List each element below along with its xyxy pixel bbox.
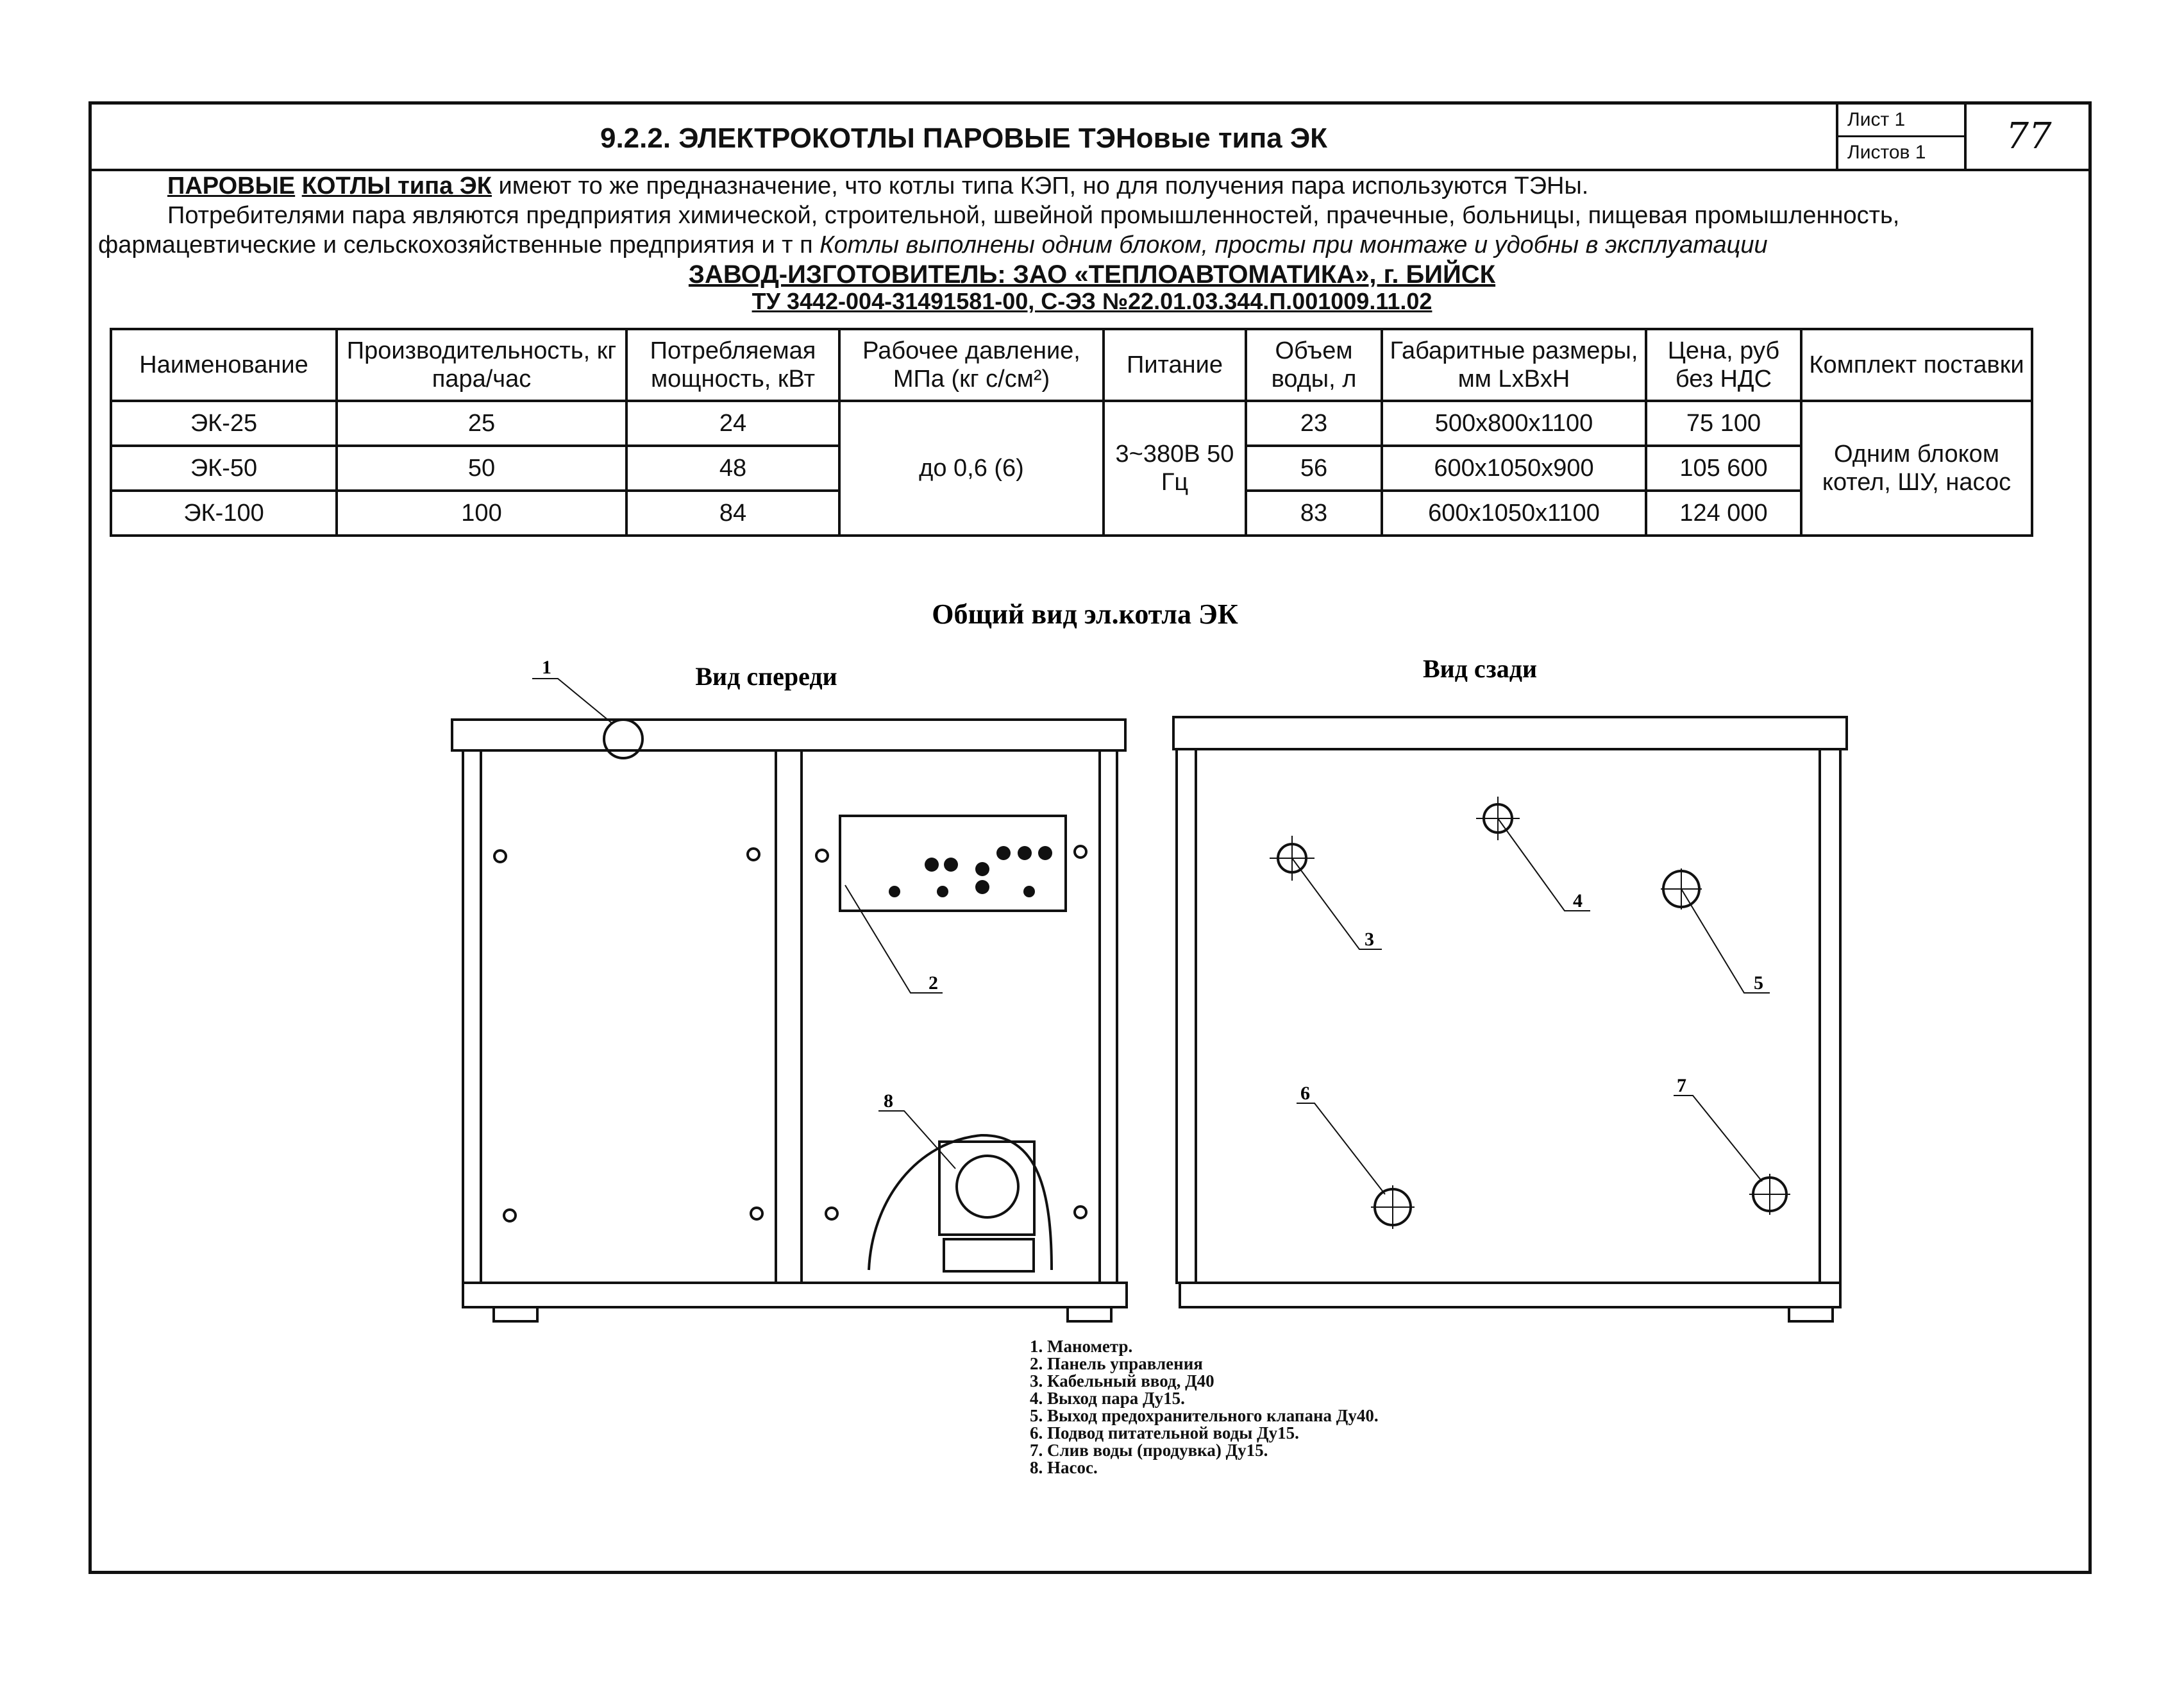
callout-3: 3 [1365, 929, 1374, 950]
cell-volume: 83 [1246, 491, 1382, 536]
intro-text [98, 171, 2086, 314]
callout-8: 8 [884, 1090, 893, 1112]
page-title: 9.2.2. ЭЛЕКТРОКОТЛЫ ПАРОВЫЕ ТЭНовые типа ЭК [600, 123, 1327, 154]
intro-bold-a: ПАРОВЫЕ [167, 173, 296, 199]
legend [1030, 1338, 1379, 1477]
cell-volume: 23 [1246, 401, 1382, 446]
cell-capacity: 50 [337, 446, 626, 491]
col-header: Производительность, кг пара/час [337, 329, 626, 401]
manufacturer: ЗАВОД-ИЗГОТОВИТЕЛЬ: ЗАО «ТЕПЛОАВТОМАТИКА», г. БИЙСК [688, 260, 1496, 289]
callout-2: 2 [928, 972, 938, 994]
intro-line2: Потребителями пара являются предприятия химической, строительной, швейной промышленностей, прачечные, больницы, пищевая промышленность, [167, 202, 1900, 229]
cell-name: ЭК-100 [111, 491, 337, 536]
col-header: Габаритные размеры, мм LxВxН [1382, 329, 1646, 401]
col-header: Комплект поставки [1801, 329, 2032, 401]
cell-pressure: до 0,6 (6) [839, 401, 1104, 536]
intro-line3-italic: Котлы выполнены одним блоком, просты при монтаже и удобны в эксплуатации [819, 232, 1768, 258]
col-header: Цена, руб без НДС [1646, 329, 1801, 401]
cell-name: ЭК-50 [111, 446, 337, 491]
sheets-label: Листов 1 [1838, 135, 1967, 168]
callout-5: 5 [1754, 972, 1763, 994]
callout-1: 1 [542, 657, 551, 678]
intro-line1: имеют то же предназначение, что котлы типа КЭП, но для получения пара используются ТЭНы. [492, 173, 1589, 199]
front-view-label: Вид спереди [695, 662, 837, 691]
legend-item: 7. Слив воды (продувка) Ду15. [1030, 1441, 1268, 1460]
cell-power: 84 [626, 491, 839, 536]
spec-table [110, 328, 2033, 537]
legend-item: 1. Манометр. [1030, 1337, 1133, 1356]
cell-power: 24 [626, 401, 839, 446]
cell-capacity: 25 [337, 401, 626, 446]
legend-item: 5. Выход предохранительного клапана Ду40. [1030, 1406, 1379, 1425]
callout-4: 4 [1573, 890, 1583, 911]
cell-size: 600x1050x900 [1382, 446, 1646, 491]
table-row [111, 401, 2032, 446]
callout-6: 6 [1300, 1083, 1310, 1104]
cell-size: 500x800x1100 [1382, 401, 1646, 446]
callout-7: 7 [1677, 1075, 1686, 1096]
col-header: Наименование [111, 329, 337, 401]
sheet-number: 77 [1964, 105, 2091, 169]
intro-bold-b: КОТЛЫ типа ЭК [301, 173, 492, 199]
col-header: Объем воды, л [1246, 329, 1382, 401]
legend-item: 6. Подвод питательной воды Ду15. [1030, 1423, 1299, 1443]
cell-price: 124 000 [1646, 491, 1801, 536]
intro-line3: фармацевтические и сельскохозяйственные предприятия и т п [98, 232, 820, 258]
cell-price: 105 600 [1646, 446, 1801, 491]
col-header: Питание [1104, 329, 1246, 401]
cell-kit: Одним блоком котел, ШУ, насос [1801, 401, 2032, 536]
legend-item: 8. Насос. [1030, 1458, 1098, 1477]
cell-price: 75 100 [1646, 401, 1801, 446]
legend-item: 4. Выход пара Ду15. [1030, 1389, 1185, 1408]
table-header-row [111, 329, 2032, 401]
col-header: Потребляемая мощность, кВт [626, 329, 839, 401]
cell-size: 600x1050x1100 [1382, 491, 1646, 536]
legend-item: 3. Кабельный ввод, Д40 [1030, 1371, 1214, 1391]
drawing-title: Общий вид эл.котла ЭК [932, 598, 1238, 630]
sheet-info [1836, 105, 1967, 169]
col-header: Рабочее давление, МПа (кг с/см²) [839, 329, 1104, 401]
cell-power: 48 [626, 446, 839, 491]
rear-view-label: Вид сзади [1422, 654, 1538, 683]
cell-name: ЭК-25 [111, 401, 337, 446]
cell-capacity: 100 [337, 491, 626, 536]
cell-volume: 56 [1246, 446, 1382, 491]
header [92, 105, 2088, 171]
cell-supply: 3~380В 50 Гц [1104, 401, 1246, 536]
legend-item: 2. Панель управления [1030, 1354, 1203, 1373]
sheet-label: Лист 1 [1847, 109, 1906, 130]
tu-number: ТУ 3442-004-31491581-00, С-ЭЗ №22.01.03.344.П.001009.11.02 [752, 288, 1432, 314]
